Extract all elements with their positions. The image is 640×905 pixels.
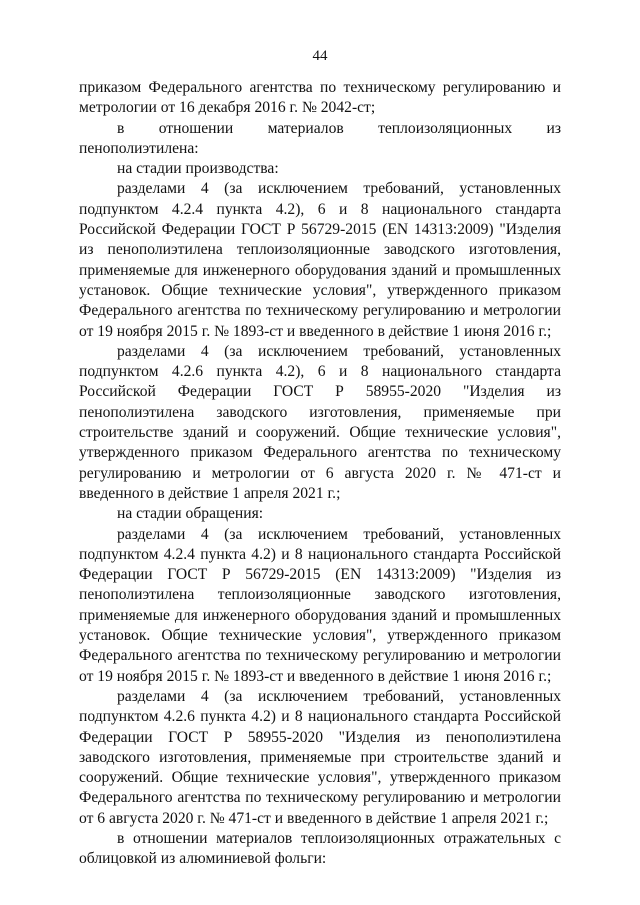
paragraph-circulation-stage: на стадии обращения: — [117, 505, 264, 523]
paragraph-gost-58955-circulation: разделами 4 (за исключением требований, установленных подпунктом 4.2.6 пункта 4.2) и 8 национального стандарта Российской Федерации ГОСТ Р 58955-2020 "Изделия из пенополиэтилена заводского изготовления, применяемые при строительстве зданий и сооружений. Общие технические условия", утвержденного приказом Федерального агентства по техническому регулированию и метрологии от 6 августа 2020 г. № 471-ст и введенного в действие 1 апреля 2021 г.; — [79, 687, 561, 827]
page-number: 44 — [312, 48, 328, 64]
paragraph-materials-reflective: в отношении материалов теплоизоляционных отражательных с облицовкой из алюминиевой фольги: — [79, 829, 561, 868]
paragraph-gost-58955-production: разделами 4 (за исключением требований, установленных подпунктом 4.2.6 пункта 4.2), 6 и 8 национального стандарта Российской Федерации ГОСТ Р 58955-2020 "Изделия из пенополиэтилена заводского изготовления, применяемые при строительстве зданий и сооружений. Общие технические условия", утвержденного приказом Федерального агентства по техническому регулированию и метрологии от 6 августа 2020 г. № 471-ст и введенного в действие 1 апреля 2021 г.; — [79, 342, 561, 502]
paragraph-materials-polyethylene: в отношении материалов теплоизоляционных из пенополиэтилена: — [79, 119, 561, 157]
paragraph-gost-56729-production: разделами 4 (за исключением требований, установленных подпунктом 4.2.4 пункта 4.2), 6 и 8 национального стандарта Российской Федерации ГОСТ Р 56729-2015 (EN 14313:2009) "Изделия из пенополиэтилена теплоизоляционные заводского изготовления, применяемые для инженерного оборудования зданий и промышленных установок. Общие технические условия", утвержденного приказом Федерального агентства по техническому регулированию и метрологии от 19 ноября 2015 г. № 1893-ст и введенного в действие 1 июня 2016 г.; — [79, 180, 561, 340]
paragraph-production-stage: на стадии производства: — [117, 160, 279, 178]
paragraph-continuation: приказом Федерального агентства по техническому регулированию и метрологии от 16 декабря 2016 г. № 2042-ст; — [79, 79, 561, 117]
document-body — [79, 78, 561, 870]
paragraph-gost-56729-circulation: разделами 4 (за исключением требований, установленных подпунктом 4.2.4 пункта 4.2) и 8 национального стандарта Российской Федерации ГОСТ Р 56729-2015 (EN 14313:2009) "Изделия из пенополиэтилена теплоизоляционные заводского изготовления, применяемые для инженерного оборудования зданий и промышленных установок. Общие технические условия", утвержденного приказом Федерального агентства по техническому регулированию и метрологии от 19 ноября 2015 г. № 1893-ст и введенного в действие 1 июня 2016 г.; — [79, 525, 561, 685]
